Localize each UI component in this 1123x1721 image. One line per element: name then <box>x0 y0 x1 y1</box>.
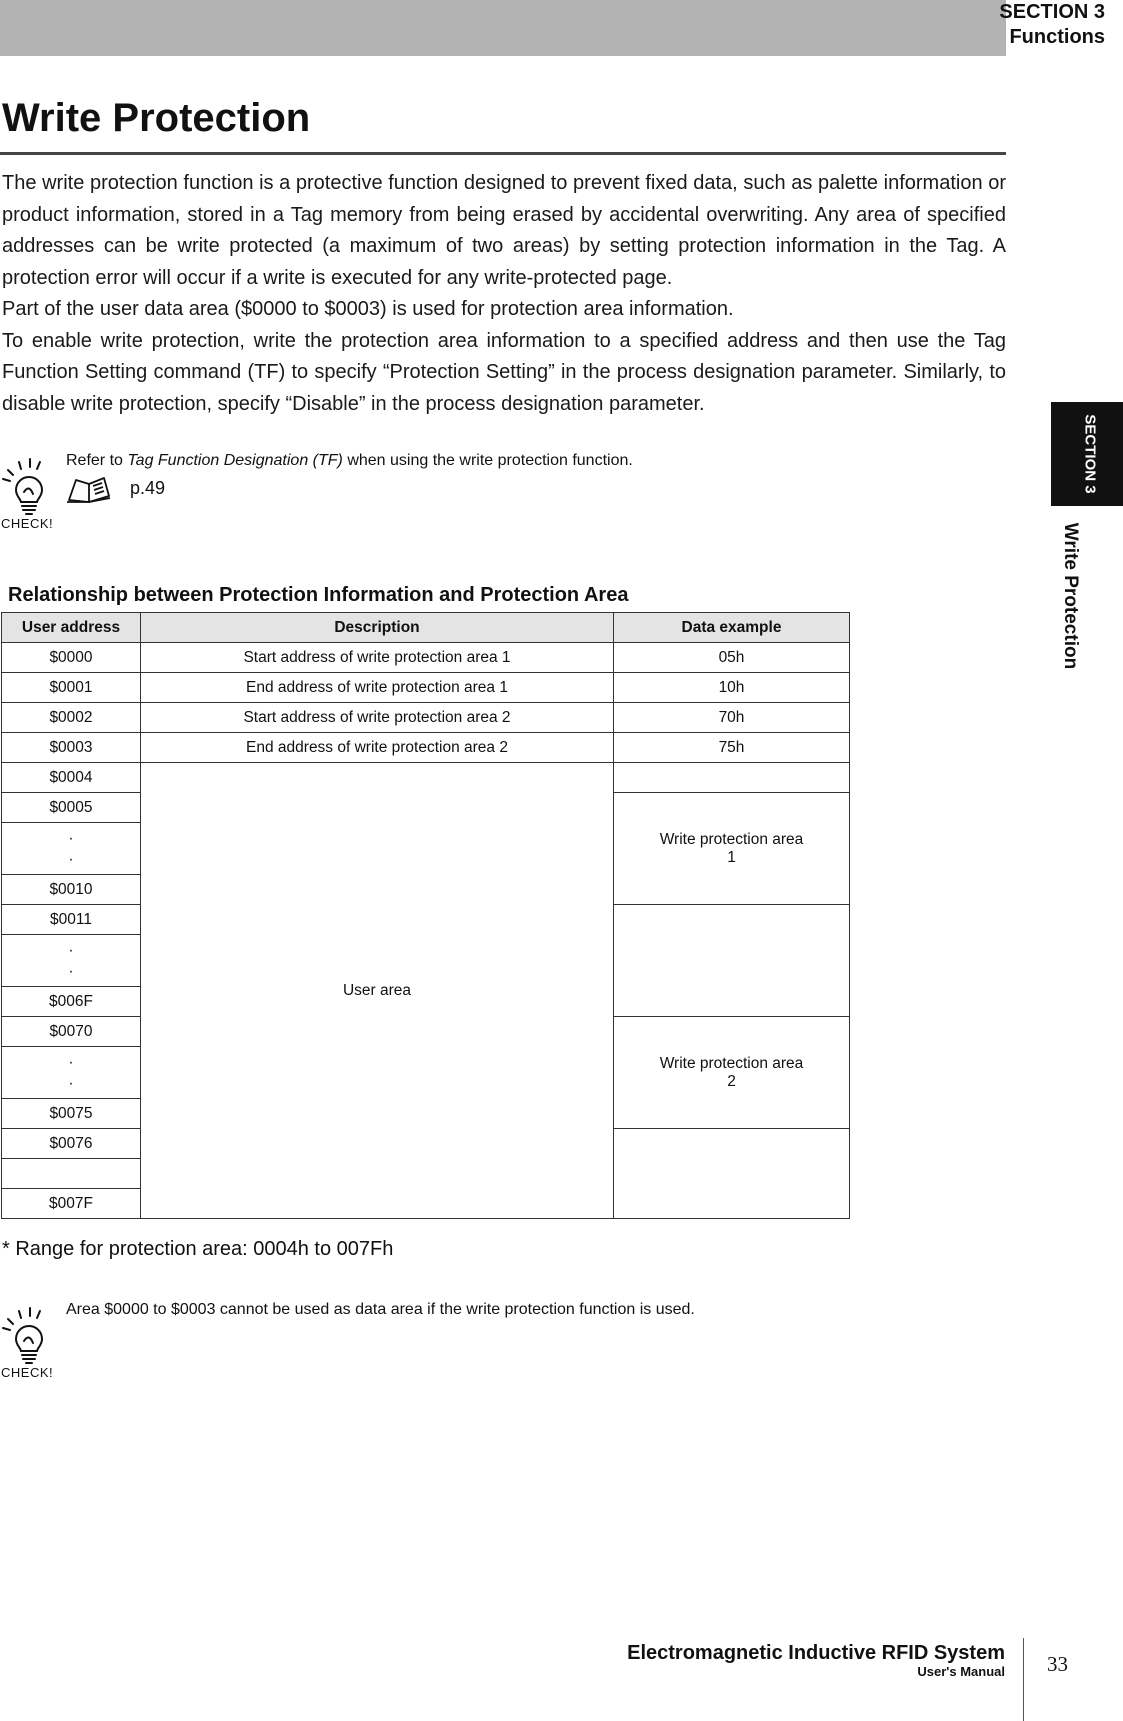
address-cell: $0076 <box>2 1129 141 1159</box>
section-header-chapter: Functions <box>1009 26 1105 48</box>
address-cell: $0010 <box>2 875 141 905</box>
address-cell: $0003 <box>2 733 141 763</box>
range-note: * Range for protection area: 0004h to 007Fh <box>2 1238 394 1260</box>
user-area-cell: User area <box>141 763 614 1219</box>
table-row <box>2 763 850 793</box>
ellipsis-dot: · <box>68 1074 74 1092</box>
ellipsis-dot: · <box>68 829 74 847</box>
book-reference-icon <box>66 474 112 509</box>
address-cell: $0000 <box>2 643 141 673</box>
check-note-1-prefix: Refer to <box>66 452 128 469</box>
check-lightbulb-icon <box>0 1305 60 1385</box>
protection-area-1-cell <box>614 793 850 905</box>
body-text <box>2 168 1006 420</box>
table-row <box>2 703 850 733</box>
ellipsis-cell <box>2 1047 141 1099</box>
table-caption: Relationship between Protection Information and Protection Area <box>8 584 629 606</box>
protection-table <box>1 612 850 1219</box>
side-chapter-label: Write Protection <box>1060 522 1081 670</box>
table-header-row <box>2 613 850 643</box>
description-cell: End address of write protection area 1 <box>141 673 614 703</box>
address-cell: $0002 <box>2 703 141 733</box>
example-cell: 75h <box>614 733 850 763</box>
header-user-address: User address <box>2 613 141 643</box>
page-title: Write Protection <box>2 96 311 140</box>
check-caption: CHECK! <box>1 516 54 531</box>
check-caption: CHECK! <box>1 1365 54 1380</box>
address-cell: $0005 <box>2 793 141 823</box>
table-row <box>2 643 850 673</box>
protection-area-1-line1: Write protection area <box>659 830 804 848</box>
page-number: 33 <box>1047 1652 1068 1676</box>
ellipsis-cell <box>2 823 141 875</box>
check-note-1 <box>66 452 633 470</box>
description-cell: Start address of write protection area 2 <box>141 703 614 733</box>
example-cell-empty <box>614 905 850 1017</box>
header-description: Description <box>141 613 614 643</box>
footer-divider <box>1023 1638 1024 1721</box>
header-band <box>0 0 1006 56</box>
table-row <box>2 733 850 763</box>
check-lightbulb-icon <box>0 456 60 536</box>
footer-title: Electromagnetic Inductive RFID System <box>627 1642 1005 1664</box>
address-cell: $007F <box>2 1189 141 1219</box>
table-row <box>2 673 850 703</box>
example-cell: 70h <box>614 703 850 733</box>
example-cell-empty <box>614 763 850 793</box>
section-header-section: SECTION 3 <box>999 1 1105 23</box>
description-cell: Start address of write protection area 1 <box>141 643 614 673</box>
protection-area-2-line2: 2 <box>727 1072 736 1090</box>
page-reference[interactable]: p.49 <box>130 478 166 498</box>
check-note-2: Area $0000 to $0003 cannot be used as data area if the write protection function is used. <box>66 1301 695 1318</box>
ellipsis-cell <box>2 935 141 987</box>
footer-subtitle: User's Manual <box>917 1664 1005 1679</box>
side-section-tab-label: SECTION 3 <box>1081 414 1099 494</box>
example-cell: 10h <box>614 673 850 703</box>
ellipsis-dot: · <box>68 1053 74 1071</box>
paragraph-enable-disable: To enable write protection, write the protection area information to a specified address and then use the Tag Function Setting command (TF) to specify “Protection Setting” in the process designation parameter. Similarly, to disable write protection, specify “Disable” in the process designation parameter. <box>2 329 1006 415</box>
address-cell: $0070 <box>2 1017 141 1047</box>
address-cell: $0001 <box>2 673 141 703</box>
title-divider <box>0 152 1006 155</box>
example-cell: 05h <box>614 643 850 673</box>
section-header <box>999 0 1105 50</box>
protection-area-2-cell <box>614 1017 850 1129</box>
ellipsis-dot: · <box>68 941 74 959</box>
address-cell-empty <box>2 1159 141 1189</box>
paragraph-user-data-area: Part of the user data area ($0000 to $0003) is used for protection area information. <box>2 298 734 320</box>
ellipsis-dot: · <box>68 850 74 868</box>
check-note-1-link[interactable]: Tag Function Designation (TF) <box>127 452 343 469</box>
address-cell: $0075 <box>2 1099 141 1129</box>
ellipsis-dot: · <box>68 962 74 980</box>
protection-area-2-line1: Write protection area <box>659 1054 804 1072</box>
description-cell: End address of write protection area 2 <box>141 733 614 763</box>
address-cell: $0004 <box>2 763 141 793</box>
protection-area-1-line2: 1 <box>727 848 736 866</box>
header-data-example: Data example <box>614 613 850 643</box>
check-note-1-suffix: when using the write protection function. <box>342 452 633 469</box>
address-cell: $0011 <box>2 905 141 935</box>
example-cell-empty <box>614 1129 850 1219</box>
address-cell: $006F <box>2 987 141 1017</box>
paragraph-intro: The write protection function is a protective function designed to prevent fixed data, such as palette information or product information, stored in a Tag memory from being erased by accidental overwriting. Any area of specified addresses can be write protected (a maximum of two areas) by setting protection information in the Tag. A protection error will occur if a write is executed for any write-protected page. <box>2 172 1006 289</box>
